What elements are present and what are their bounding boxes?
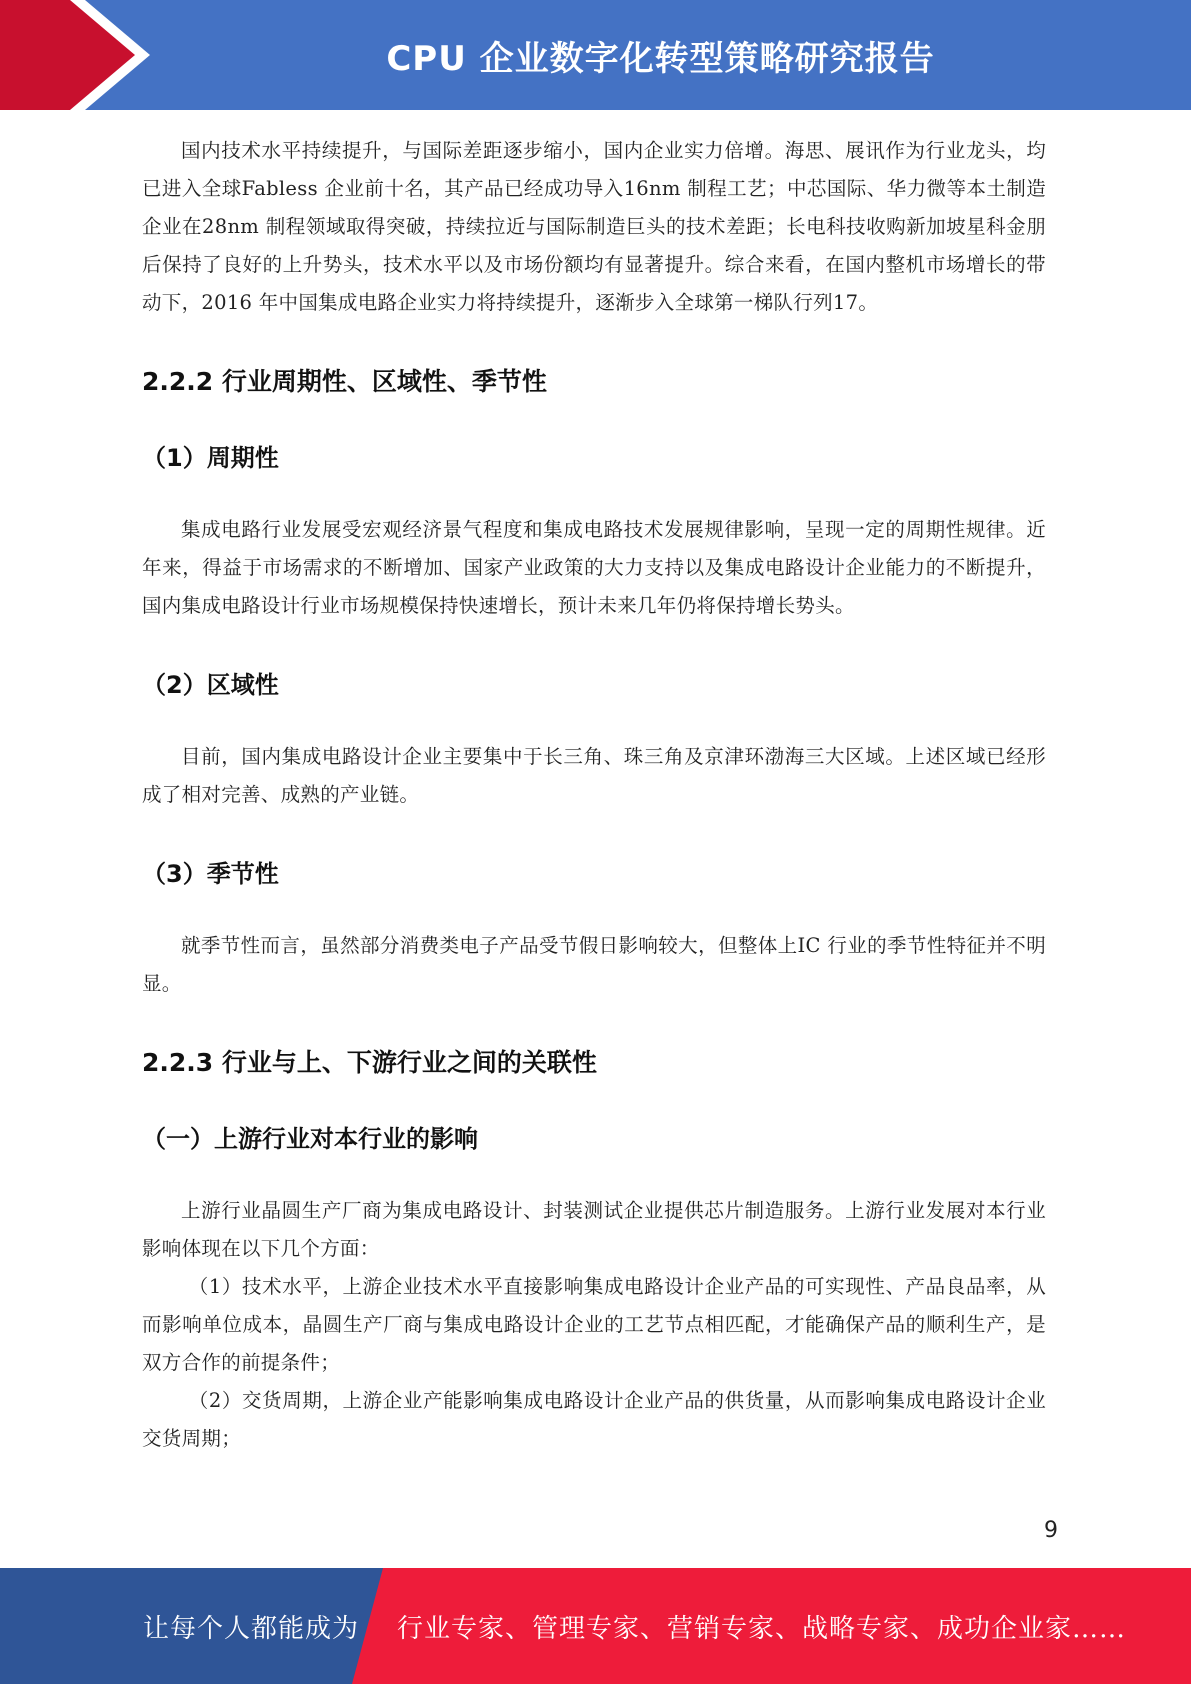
- page-header: [0, 0, 1191, 110]
- section-heading-2-2-2: 2.2.2 行业周期性、区域性、季节性: [142, 367, 547, 396]
- document-title: CPU 企业数字化转型策略研究报告: [386, 38, 935, 79]
- cyclical-paragraph: 集成电路行业发展受宏观经济景气程度和集成电路技术发展规律影响，呈现一定的周期性规律。近年来，得益于市场需求的不断增加、国家产业政策的大力支持以及集成电路设计企业能力的不断提升，国内集成电路设计行业市场规模保持快速增长，预计未来几年仍将保持增长势头。: [142, 518, 1046, 617]
- subheading-upstream: （一）上游行业对本行业的影响: [142, 1125, 478, 1153]
- subheading-cyclical: （1）周期性: [142, 444, 279, 472]
- page-number: 9: [1044, 1518, 1058, 1543]
- section-heading-2-2-3: 2.2.3 行业与上、下游行业之间的关联性: [142, 1048, 597, 1077]
- intro-paragraph: 国内技术水平持续提升，与国际差距逐步缩小，国内企业实力倍增。海思、展讯作为行业龙头，均已进入全球Fabless 企业前十名，其产品已经成功导入16nm 制程工艺；中芯国际、华力微等本土制造企业在28nm 制程领域取得突破，持续拉近与国际制造巨头的技术差距；长电科技收购新加坡星科金朋后保持了良好的上升势头，技术水平以及市场份额均有显著提升。综合来看，在国内整机市场增长的带动下，2016 年中国集成电路企业实力将持续提升，逐渐步入全球第一梯队行列17。: [142, 139, 1046, 314]
- upstream-item-2: （2）交货周期，上游企业产能影响集成电路设计企业产品的供货量，从而影响集成电路设计企业交货周期；: [142, 1389, 1046, 1450]
- upstream-paragraph: 上游行业晶圆生产厂商为集成电路设计、封装测试企业提供芯片制造服务。上游行业发展对本行业影响体现在以下几个方面：: [142, 1199, 1046, 1260]
- upstream-item-1: （1）技术水平，上游企业技术水平直接影响集成电路设计企业产品的可实现性、产品良品率，从而影响单位成本，晶圆生产厂商与集成电路设计企业的工艺节点相匹配，才能确保产品的顺利生产，是双方合作的前提条件；: [142, 1275, 1046, 1374]
- subheading-seasonal: （3）季节性: [142, 860, 279, 888]
- page-footer: [0, 1568, 1191, 1684]
- regional-paragraph: 目前，国内集成电路设计企业主要集中于长三角、珠三角及京津环渤海三大区域。上述区域已经形成了相对完善、成熟的产业链。: [142, 745, 1046, 806]
- subheading-regional: （2）区域性: [142, 671, 279, 699]
- footer-slogan-left: 让每个人都能成为: [143, 1613, 360, 1644]
- seasonal-paragraph: 就季节性而言，虽然部分消费类电子产品受节假日影响较大，但整体上IC 行业的季节性特征并不明显。: [142, 934, 1046, 995]
- footer-slogan-right: 行业专家、管理专家、营销专家、战略专家、成功企业家……: [397, 1613, 1127, 1644]
- page-content: [142, 132, 1046, 1458]
